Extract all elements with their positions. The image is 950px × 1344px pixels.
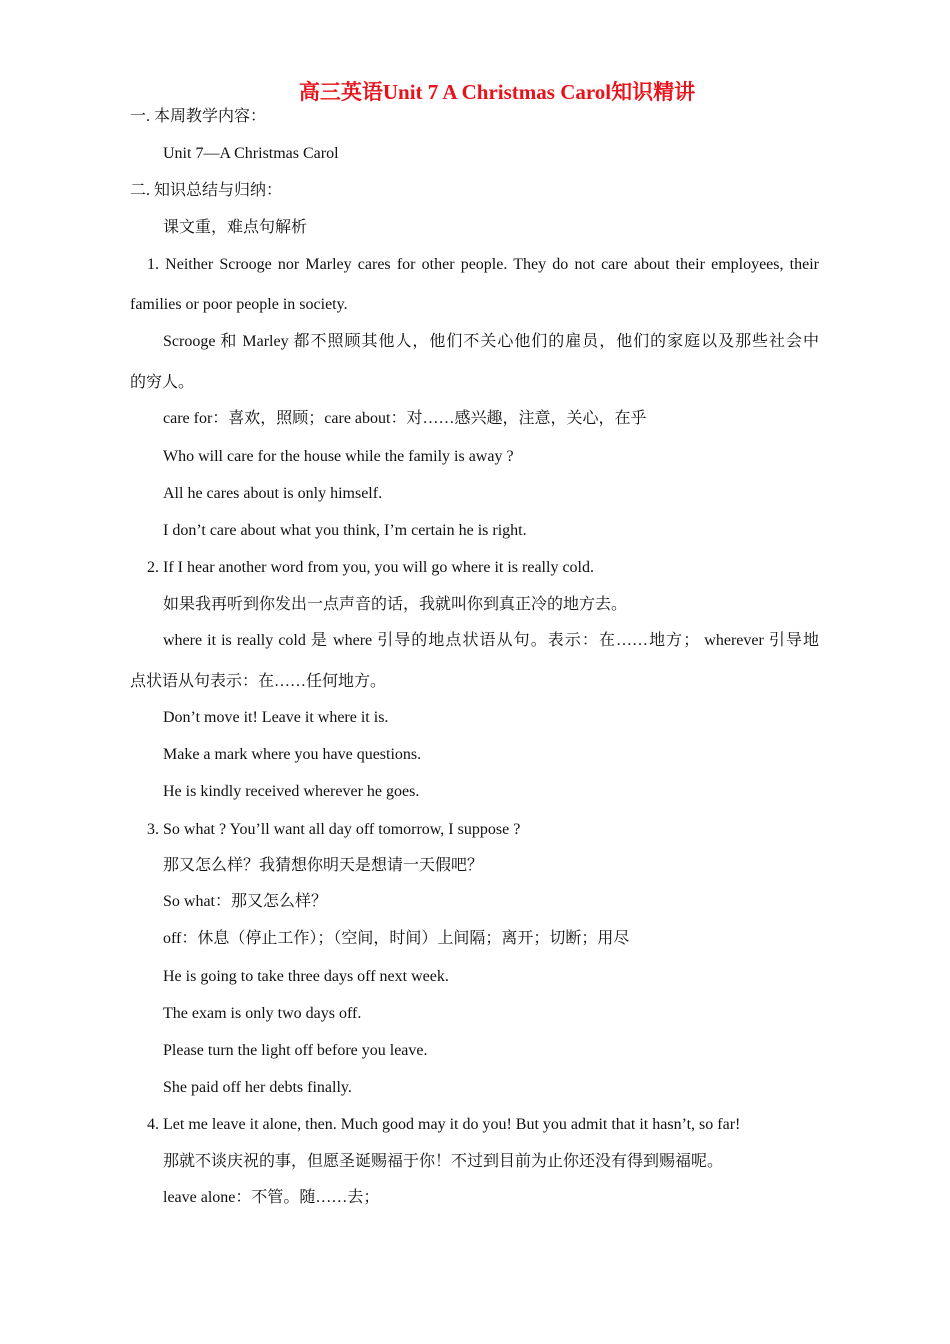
item-1-example: Who will care for the house while the family is away ? xyxy=(163,448,514,465)
document-title: 高三英语Unit 7 A Christmas Carol知识精讲 xyxy=(298,80,696,104)
item-2-sentence: 2. If I hear another word from you, you will go where it is really cold. xyxy=(147,559,594,576)
item-1-example: All he cares about is only himself. xyxy=(163,485,383,502)
item-3-example: She paid off her debts finally. xyxy=(163,1079,352,1096)
item-4-translation: 那就不谈庆祝的事，但愿圣诞赐福于你！不过到目前为止你还没有得到赐福呢。 xyxy=(163,1153,724,1170)
item-3-example: The exam is only two days off. xyxy=(163,1005,362,1022)
item-3-example: Please turn the light off before you leave. xyxy=(163,1042,428,1059)
item-2-example: Make a mark where you have questions. xyxy=(163,746,422,763)
item-2-example: Don’t move it! Leave it where it is. xyxy=(163,709,389,726)
item-2-translation: 如果我再听到你发出一点声音的话，我就叫你到真正冷的地方去。 xyxy=(163,596,628,613)
item-3-note-1: So what：那又怎么样？ xyxy=(163,893,328,910)
item-3-example: He is going to take three days off next week. xyxy=(163,968,449,985)
section-heading-content: 一. 本周教学内容： xyxy=(130,108,267,125)
section-heading-summary: 二. 知识总结与归纳： xyxy=(130,182,283,199)
item-4-note: leave alone：不管。随……去； xyxy=(163,1189,380,1206)
item-2-note-line-1: where it is really cold 是 where 引导的地点状语从句。表示：在……地方； wherever 引导地 xyxy=(163,632,819,649)
item-3-translation: 那又怎么样？我猜想你明天是想请一天假吧？ xyxy=(163,857,484,874)
item-1-sentence-line-2: families or poor people in society. xyxy=(130,296,348,313)
item-2-example: He is kindly received wherever he goes. xyxy=(163,783,420,800)
section-subheading: 课文重，难点句解析 xyxy=(163,219,308,236)
item-1-translation-line-1: Scrooge 和 Marley 都不照顾其他人，他们不关心他们的雇员，他们的家庭以及那些社会中 xyxy=(163,333,819,350)
item-1-note: care for：喜欢，照顾；care about：对……感兴趣，注意，关心，在乎 xyxy=(163,410,647,427)
item-1-sentence-line-1: 1. Neither Scrooge nor Marley cares for other people. They do not care about their employees, their xyxy=(147,256,819,273)
item-3-note-2: off：休息（停止工作）；（空间，时间）上间隔；离开；切断；用尽 xyxy=(163,930,630,947)
item-4-sentence: 4. Let me leave it alone, then. Much good may it do you! But you admit that it hasn’t, so far! xyxy=(147,1116,741,1133)
item-1-example: I don’t care about what you think, I’m certain he is right. xyxy=(163,522,527,539)
item-1-translation-line-2: 的穷人。 xyxy=(130,374,195,391)
unit-line: Unit 7—A Christmas Carol xyxy=(163,145,339,162)
item-3-sentence: 3. So what ? You’ll want all day off tomorrow, I suppose ? xyxy=(147,821,521,838)
item-2-note-line-2: 点状语从句表示：在……任何地方。 xyxy=(130,673,387,690)
